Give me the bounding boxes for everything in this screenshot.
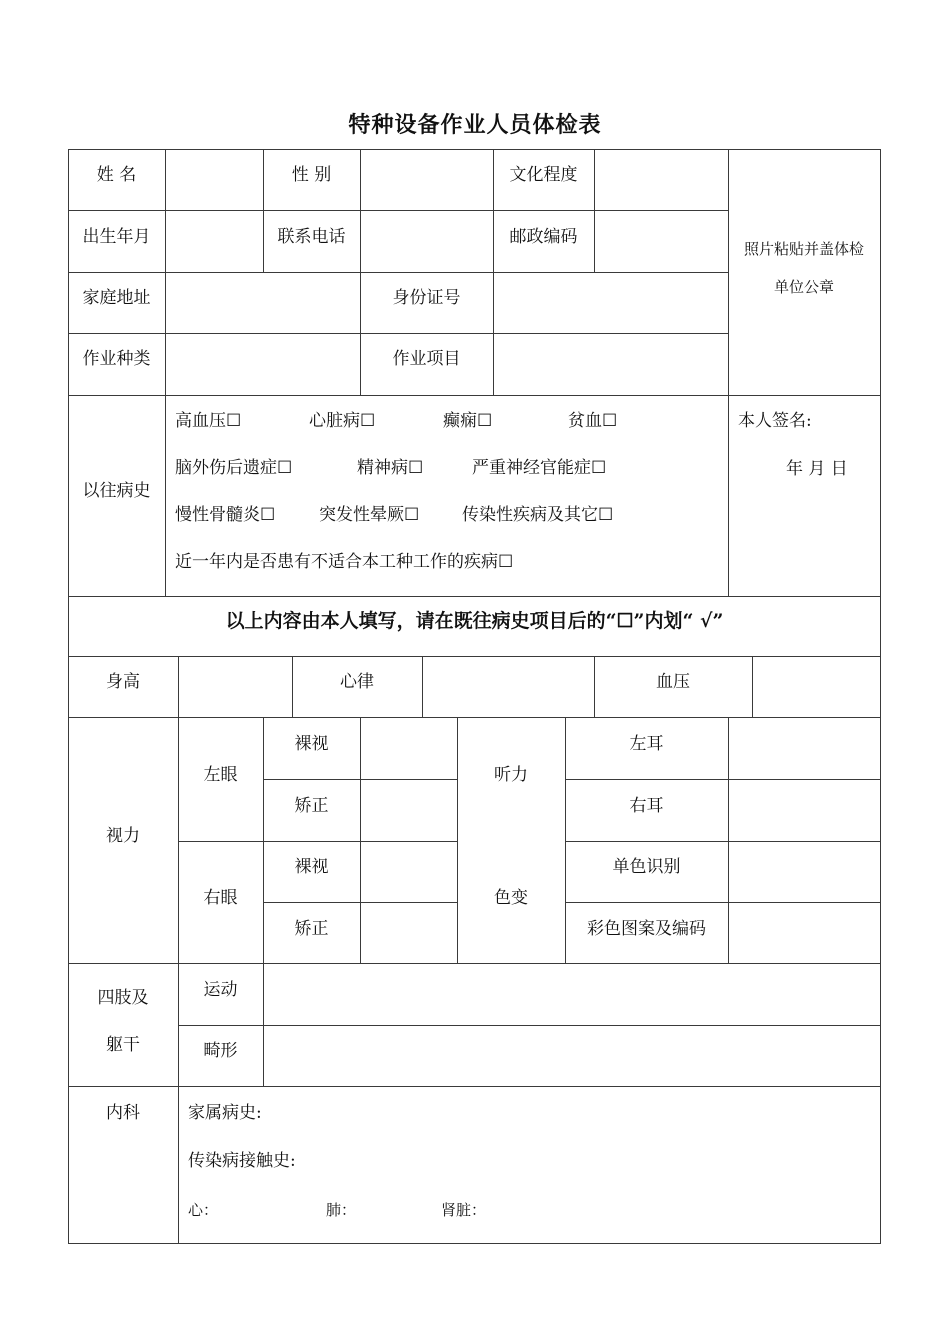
label-lung: 肺： bbox=[326, 1201, 357, 1219]
label-heart: 心： bbox=[188, 1201, 219, 1219]
label-gender: 性 别 bbox=[291, 165, 332, 185]
label-id-number: 身份证号 bbox=[392, 288, 461, 308]
border-bottom bbox=[68, 1243, 881, 1244]
photo-instruction-line2: 单位公章 bbox=[773, 278, 834, 296]
label-limbs-line1: 四肢及 bbox=[97, 988, 149, 1008]
fill-instruction: 以上内容由本人填写，请在既往病史项目后的“☐”内划“ √” bbox=[225, 610, 724, 632]
label-heart-rate: 心律 bbox=[340, 672, 374, 692]
history-osteomyelitis: 慢性骨髓炎☐ bbox=[175, 505, 276, 525]
history-syncope: 突发性晕厥☐ bbox=[319, 505, 420, 525]
label-internal: 内科 bbox=[106, 1103, 140, 1123]
label-address: 家庭地址 bbox=[82, 288, 151, 308]
label-height: 身高 bbox=[106, 672, 140, 692]
label-motion: 运动 bbox=[203, 980, 238, 1000]
label-work-type: 作业种类 bbox=[82, 349, 151, 369]
history-heart-disease: 心脏病☐ bbox=[309, 411, 376, 431]
label-limbs-line2: 躯干 bbox=[106, 1035, 140, 1055]
label-name: 姓 名 bbox=[96, 165, 137, 185]
label-history: 以往病史 bbox=[82, 481, 151, 501]
label-hearing: 听力 bbox=[494, 765, 528, 785]
label-mono-color: 单色识别 bbox=[612, 857, 681, 877]
label-color-vision: 色变 bbox=[494, 888, 528, 908]
label-postcode: 邮政编码 bbox=[509, 227, 578, 247]
signature-label: 本人签名: bbox=[738, 411, 812, 431]
history-neurosis: 严重神经官能症☐ bbox=[472, 458, 607, 478]
label-work-item: 作业项目 bbox=[392, 349, 461, 369]
label-blood-pressure: 血压 bbox=[656, 672, 690, 692]
label-vision: 视力 bbox=[106, 826, 140, 846]
label-education: 文化程度 bbox=[509, 165, 578, 185]
label-right-eye: 右眼 bbox=[203, 888, 238, 908]
border-left bbox=[68, 149, 69, 1244]
label-right-corrected: 矫正 bbox=[294, 919, 329, 939]
history-mental-illness: 精神病☐ bbox=[357, 458, 424, 478]
history-epilepsy: 癫痫☐ bbox=[443, 411, 493, 431]
label-left-ear: 左耳 bbox=[629, 734, 664, 754]
label-kidney: 肾脏： bbox=[441, 1201, 487, 1219]
history-brain-injury: 脑外伤后遗症☐ bbox=[175, 458, 293, 478]
history-unfit-disease: 近一年内是否患有不适合本工种工作的疾病☐ bbox=[175, 552, 514, 572]
label-left-naked: 裸视 bbox=[294, 734, 329, 754]
form-title: 特种设备作业人员体检表 bbox=[348, 112, 602, 138]
history-anemia: 贫血☐ bbox=[568, 411, 618, 431]
history-infectious: 传染性疾病及其它☐ bbox=[462, 505, 614, 525]
photo-instruction-line1: 照片粘贴并盖体检 bbox=[743, 240, 864, 258]
label-right-ear: 右耳 bbox=[629, 796, 664, 816]
label-contact-history: 传染病接触史: bbox=[188, 1151, 296, 1171]
label-left-eye: 左眼 bbox=[203, 765, 238, 785]
label-deformity: 畸形 bbox=[203, 1041, 238, 1061]
history-hypertension: 高血压☐ bbox=[175, 411, 242, 431]
signature-date: 年 月 日 bbox=[786, 459, 848, 479]
label-right-naked: 裸视 bbox=[294, 857, 329, 877]
label-family-history: 家属病史: bbox=[188, 1103, 262, 1123]
label-birth: 出生年月 bbox=[82, 227, 151, 247]
border-right bbox=[880, 149, 881, 1244]
border-top bbox=[68, 149, 881, 150]
label-left-corrected: 矫正 bbox=[294, 796, 329, 816]
label-phone: 联系电话 bbox=[277, 227, 346, 247]
label-color-pattern: 彩色图案及编码 bbox=[587, 919, 706, 939]
